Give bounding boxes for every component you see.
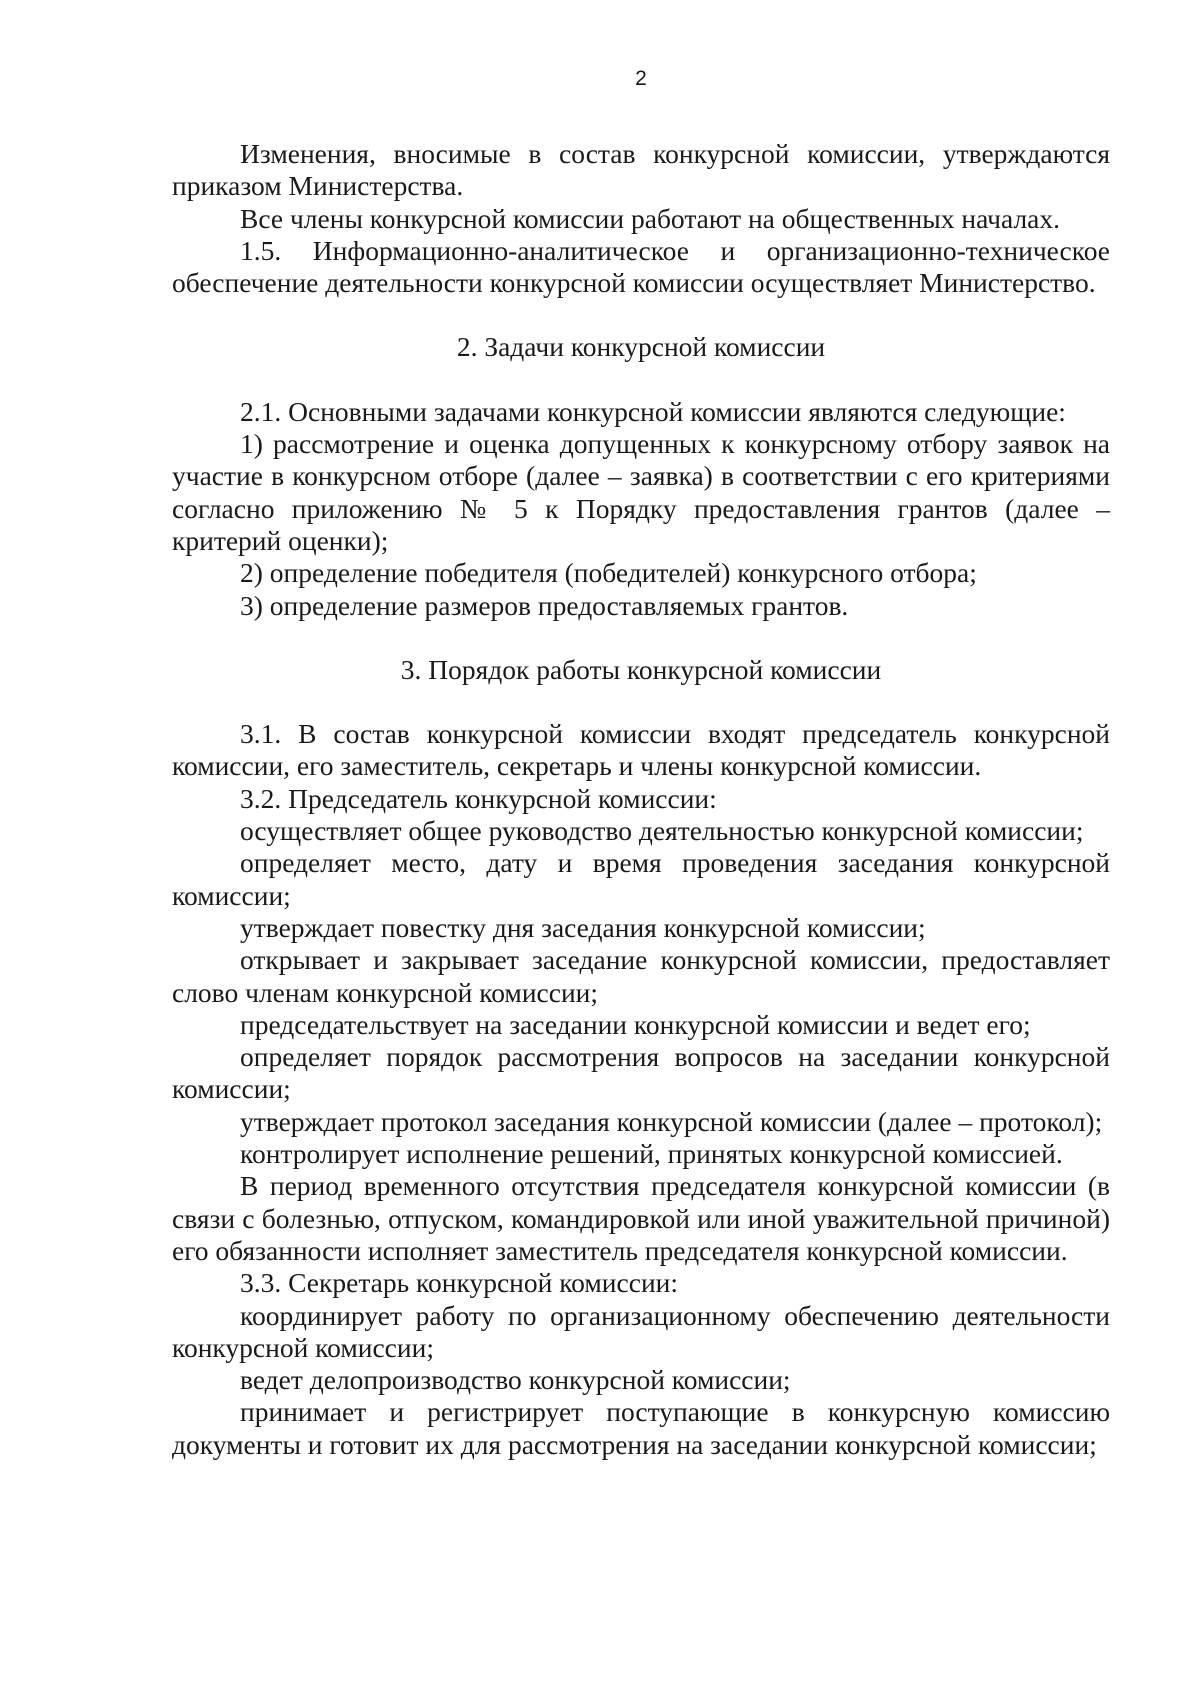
paragraph-2-members: Все члены конкурсной комиссии работают на общественных началах. xyxy=(240,202,1061,234)
chairman-duty-6: определяет порядок рассмотрения вопросов на заседании конкурсной комиссии; xyxy=(172,1041,1110,1105)
chairman-duty-5: председательствует на заседании конкурсной комиссии и ведет его; xyxy=(240,1008,1031,1040)
section-gap xyxy=(172,299,1110,331)
paragraph-1-changes: Изменения, вносимые в состав конкурсной комиссии, утверждаются приказом Министерства. xyxy=(172,138,1110,202)
chairman-duty-8: контролирует исполнение решений, принятых конкурсной комиссией. xyxy=(240,1138,1063,1170)
section-heading-3: 3. Порядок работы конкурсной комиссии xyxy=(400,653,882,685)
list-item-2-1-2: 2) определение победителя (победителей) конкурсного отбора; xyxy=(240,557,977,589)
paragraph-1-5: 1.5. Информационно-аналитическое и организационно-техническое обеспечение деятельности конкурсной комиссии осуществляет Министерство. xyxy=(172,234,1110,299)
paragraph-2-1: 2.1. Основными задачами конкурсной комиссии являются следующие: xyxy=(240,395,1066,427)
section-gap xyxy=(172,364,1110,396)
list-item-2-1-1: 1) рассмотрение и оценка допущенных к конкурсному отбору заявок на участие в конкурсном отборе (далее – заявка) в соответствии с его критериями согласно приложению № 5 к Порядку предоставления грантов (далее – критерий оценки); xyxy=(172,428,1110,556)
page-number: 2 xyxy=(635,67,647,90)
secretary-duty-1: координирует работу по организационному обеспечению деятельности конкурсной комиссии; xyxy=(172,1299,1110,1363)
chairman-duty-2: определяет место, дату и время проведения заседания конкурсной комиссии; xyxy=(172,847,1110,911)
section-heading-2: 2. Задачи конкурсной комиссии xyxy=(456,331,826,363)
section-gap xyxy=(172,622,1110,654)
section-gap xyxy=(172,686,1110,718)
paragraph-3-1: 3.1. В состав конкурсной комиссии входят председатель конкурсной комиссии, его заместитель, секретарь и члены конкурсной комиссии. xyxy=(172,718,1110,782)
secretary-duty-3: принимает и регистрирует поступающие в конкурсную комиссию документы и готовит их для рассмотрения на заседании конкурсной комиссии; xyxy=(172,1396,1110,1460)
chairman-duty-4: открывает и закрывает заседание конкурсной комиссии, предоставляет слово членам конкурсной комиссии; xyxy=(172,944,1110,1008)
document-body xyxy=(172,138,1110,1461)
paragraph-deputy: В период временного отсутствия председателя конкурсной комиссии (в связи с болезнью, отпуском, командировкой или иной уважительной причиной) его обязанности исполняет заместитель председателя конкурсной комиссии. xyxy=(172,1170,1110,1266)
paragraph-3-3: 3.3. Секретарь конкурсной комиссии: xyxy=(240,1267,679,1299)
secretary-duty-2: ведет делопроизводство конкурсной комиссии; xyxy=(240,1364,791,1396)
chairman-duty-1: осуществляет общее руководство деятельностью конкурсной комиссии; xyxy=(240,815,1084,847)
chairman-duty-7: утверждает протокол заседания конкурсной комиссии (далее – протокол); xyxy=(240,1105,1103,1137)
list-item-2-1-3: 3) определение размеров предоставляемых грантов. xyxy=(240,589,849,621)
chairman-duty-3: утверждает повестку дня заседания конкурсной комиссии; xyxy=(240,911,926,943)
paragraph-3-2: 3.2. Председатель конкурсной комиссии: xyxy=(240,782,717,814)
